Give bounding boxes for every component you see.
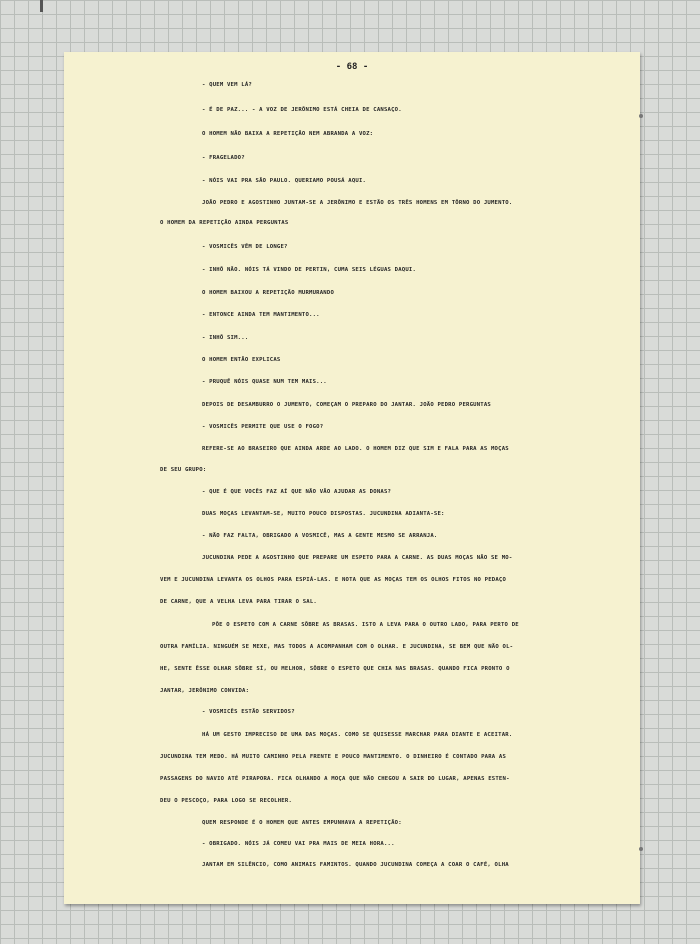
text-line: - QUEM VEM LÁ? xyxy=(202,82,252,88)
text-line: - É DE PAZ... - A VOZ DE JERÔNIMO ESTÁ CHEIA DE CANSAÇO. xyxy=(202,107,402,113)
text-line: HÁ UM GESTO IMPRECISO DE UMA DAS MOÇAS. COMO SE QUISESSE MARCHAR PARA DIANTE E ACEITAR. xyxy=(202,732,513,738)
text-line: - QUE É QUE VOCÊS FAZ AÍ QUE NÃO VÃO AJUDAR AS DONAS? xyxy=(202,489,392,495)
text-line: - VOSMICÊS VÊM DE LONGE? xyxy=(202,244,288,250)
text-line: DEU O PESCOÇO, PARA LOGO SE RECOLHER. xyxy=(160,798,293,804)
text-line: - FRAGELADO? xyxy=(202,155,245,161)
corner-mark xyxy=(40,0,43,12)
text-line: DEPOIS DE DESAMBURRO O JUMENTO, COMEÇAM O PREPARO DO JANTAR. JOÃO PEDRO PERGUNTAS xyxy=(202,402,491,408)
text-line: JANTAM EM SILÊNCIO, COMO ANIMAIS FAMINTOS. QUANDO JUCUNDINA COMEÇA A COAR O CAFÉ, OLHA xyxy=(202,862,509,868)
punch-hole xyxy=(639,114,643,118)
text-line: - NÓIS VAI PRA SÃO PAULO. QUERIAMO POUSÁ AQUI. xyxy=(202,178,367,184)
text-line: - PRUQUÊ NÓIS QUASE NUM TEM MAIS... xyxy=(202,379,327,385)
text-line: PASSAGENS DO NAVIO ATÉ PIRAPORA. FICA OLHANDO A MOÇA QUE NÃO CHEGOU A SAIR DO LUGAR, APENAS ESTEN- xyxy=(160,776,510,782)
text-line: PÕE O ESPETO COM A CARNE SÔBRE AS BRASAS. ISTO A LEVA PARA O OUTRO LADO, PARA PERTO DE xyxy=(212,622,519,628)
text-line: REFERE-SE AO BRASEIRO QUE AINDA ARDE AO LADO. O HOMEM DIZ QUE SIM E FALA PARA AS MOÇAS xyxy=(202,446,509,452)
text-line: DE SEU GRUPO: xyxy=(160,467,207,473)
text-line: DE CARNE, QUE A VELHA LEVA PARA TIRAR O SAL. xyxy=(160,599,317,605)
text-line: - NÃO FAZ FALTA, OBRIGADO A VOSMICÊ, MAS A GENTE MESMO SE ARRANJA. xyxy=(202,533,438,539)
text-line: O HOMEM ENTÃO EXPLICAS xyxy=(202,357,281,363)
text-line: OUTRA FAMÍLIA. NINGUÉM SE MEXE, MAS TODOS A ACOMPANHAM COM O OLHAR. E JUCUNDINA, SE BEM QUE NÃO OL- xyxy=(160,644,514,650)
text-line: VEM E JUCUNDINA LEVANTA OS OLHOS PARA ESPIÁ-LAS. E NOTA QUE AS MOÇAS TEM OS OLHOS FITOS NO PEDAÇO xyxy=(160,577,507,583)
text-line: DUAS MOÇAS LEVANTAM-SE, MUITO POUCO DISPOSTAS. JUCUNDINA ADIANTA-SE: xyxy=(202,511,445,517)
text-line: - VOSMICÊS ESTÃO SERVIDOS? xyxy=(202,709,295,715)
text-line: - INHÔ SIM... xyxy=(202,335,249,341)
text-line: QUEM RESPONDE É O HOMEM QUE ANTES EMPUNHAVA A REPETIÇÃO: xyxy=(202,820,402,826)
text-line: O HOMEM BAIXOU A REPETIÇÃO MURMURANDO xyxy=(202,290,335,296)
text-line: JANTAR, JERÔNIMO CONVIDA: xyxy=(160,688,250,694)
text-line: - VOSMICÊS PERMITE QUE USE O FOGO? xyxy=(202,424,324,430)
text-line: O HOMEM NÃO BAIXA A REPETIÇÃO NEM ABRANDA A VOZ: xyxy=(202,131,374,137)
punch-hole xyxy=(639,847,643,851)
text-line: - INHÔ NÃO. NÓIS TÁ VINDO DE PERTIN, CUMA SEIS LÉGUAS DAQUI. xyxy=(202,267,417,273)
text-line: JOÃO PEDRO E AGOSTINHO JUNTAM-SE A JERÔNIMO E ESTÃO OS TRÊS HOMENS EM TÔRNO DO JUMENTO. xyxy=(202,200,513,206)
text-line: - OBRIGADO. NÓIS JÁ COMEU VAI PRA MAIS DE MEIA HORA... xyxy=(202,841,395,847)
text-line: JUCUNDINA TEM MEDO. HÁ MUITO CAMINHO PELA FRENTE E POUCO MANTIMENTO. O DINHEIRO É CONTADO PARA AS xyxy=(160,754,507,760)
text-line: - ENTONCE AINDA TEM MANTIMENTO... xyxy=(202,312,320,318)
page-number: - 68 - xyxy=(335,62,369,72)
text-line: O HOMEM DA REPETIÇÃO AINDA PERGUNTAS xyxy=(160,220,289,226)
typewritten-page xyxy=(64,52,640,904)
text-line: JUCUNDINA PEDE A AGOSTINHO QUE PREPARE UM ESPETO PARA A CARNE. AS DUAS MOÇAS NÃO SE MO- xyxy=(202,555,513,561)
text-line: HE, SENTE ÊSSE OLHAR SÔBRE SÍ, OU MELHOR, SÔBRE O ESPETO QUE CHIA NAS BRASAS. QUANDO FICA PRONTO O xyxy=(160,666,510,672)
